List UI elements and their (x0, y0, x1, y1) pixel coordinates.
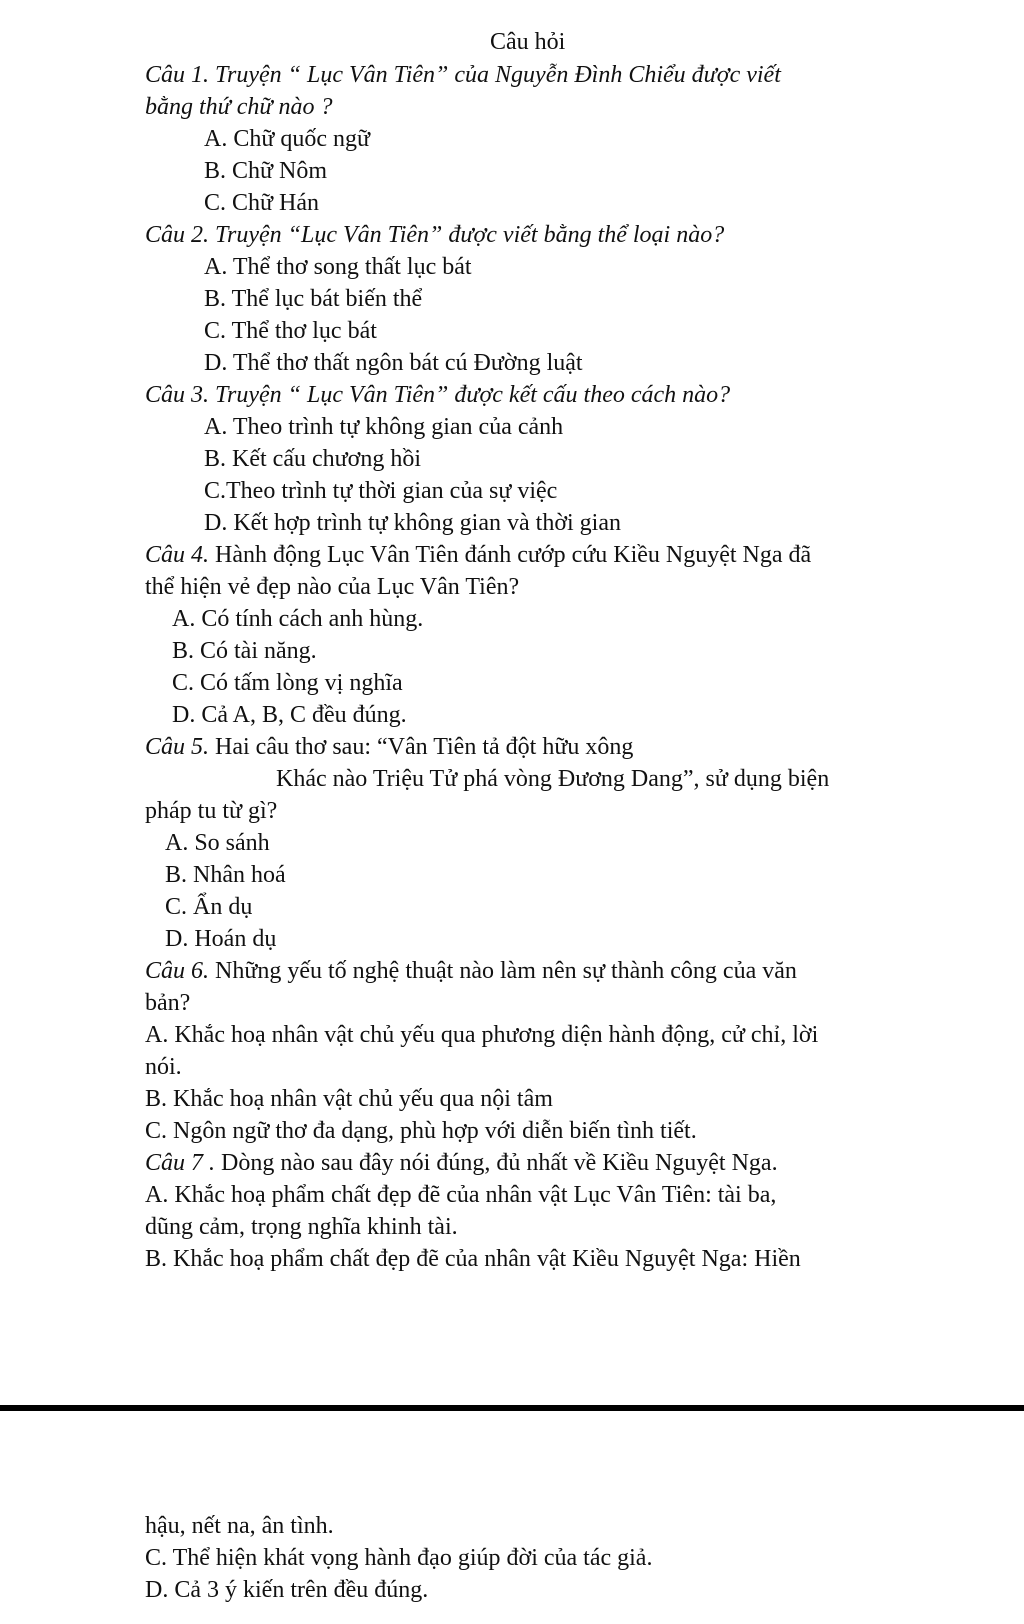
q7-option-b-line-2: hậu, nết na, ân tình. (145, 1513, 334, 1539)
q7-prompt-text: Dòng nào sau đây nói đúng, đủ nhất về Kiều Nguyệt Nga. (221, 1150, 778, 1176)
q5-option-b: B. Nhân hoá (165, 862, 286, 888)
q5-prompt-line-3: pháp tu từ gì? (145, 798, 278, 824)
q5-option-d: D. Hoán dụ (165, 926, 277, 952)
q4-prompt-line-1 (145, 540, 811, 570)
q5-option-c: C. Ẩn dụ (165, 894, 253, 920)
q4-prompt-text: Hành động Lục Vân Tiên đánh cướp cứu Kiều Nguyệt Nga đã (215, 542, 812, 568)
q4-label: Câu 4. (145, 542, 210, 568)
q2-option-a: A. Thể thơ song thất lục bát (204, 254, 472, 280)
q1-option-b: B. Chữ Nôm (204, 158, 328, 184)
q6-prompt-line-2: bản? (145, 990, 191, 1016)
q7-label: Câu 7 . (145, 1150, 216, 1176)
q5-prompt-line-1 (145, 732, 633, 762)
q3-prompt: Câu 3. Truyện “ Lục Vân Tiên” được kết cấu theo cách nào? (145, 382, 731, 408)
q4-option-a: A. Có tính cách anh hùng. (172, 606, 424, 632)
q7-option-d: D. Cả 3 ý kiến trên đều đúng. (145, 1577, 429, 1603)
q6-option-c: C. Ngôn ngữ thơ đa dạng, phù hợp với diễn biến tình tiết. (145, 1118, 697, 1144)
q2-option-c: C. Thể thơ lục bát (204, 318, 377, 344)
q6-prompt-text: Những yếu tố nghệ thuật nào làm nên sự thành công của văn (215, 958, 797, 984)
q7-option-a-line-2: dũng cảm, trọng nghĩa khinh tài. (145, 1214, 458, 1240)
q3-option-d: D. Kết hợp trình tự không gian và thời gian (204, 510, 621, 536)
page-title: Câu hỏi (490, 29, 566, 55)
q2-option-d: D. Thể thơ thất ngôn bát cú Đường luật (204, 350, 583, 376)
q5-prompt-text: Hai câu thơ sau: “Vân Tiên tả đột hữu xông (215, 734, 634, 760)
page-divider (0, 1405, 1024, 1411)
q7-option-c: C. Thể hiện khát vọng hành đạo giúp đời của tác giả. (145, 1545, 653, 1571)
q3-option-c: C.Theo trình tự thời gian của sự việc (204, 478, 558, 504)
q1-prompt-line-2: bằng thứ chữ nào ? (145, 94, 333, 120)
q5-option-a: A. So sánh (165, 830, 270, 856)
q5-label: Câu 5. (145, 734, 210, 760)
q3-option-b: B. Kết cấu chương hồi (204, 446, 421, 472)
q7-option-a-line-1: A. Khắc hoạ phẩm chất đẹp đẽ của nhân vật Lục Vân Tiên: tài ba, (145, 1182, 777, 1208)
q4-option-d: D. Cả A, B, C đều đúng. (172, 702, 407, 728)
q4-option-b: B. Có tài năng. (172, 638, 317, 664)
q3-option-a: A. Theo trình tự không gian của cảnh (204, 414, 564, 440)
q4-prompt-line-2: thể hiện vẻ đẹp nào của Lục Vân Tiên? (145, 574, 520, 600)
q6-option-a-line-2: nói. (145, 1054, 182, 1080)
q1-option-c: C. Chữ Hán (204, 190, 320, 216)
q1-option-a: A. Chữ quốc ngữ (204, 126, 371, 152)
q2-prompt: Câu 2. Truyện “Lục Vân Tiên” được viết bằng thể loại nào? (145, 222, 725, 248)
q6-option-b: B. Khắc hoạ nhân vật chủ yếu qua nội tâm (145, 1086, 553, 1112)
q4-option-c: C. Có tấm lòng vị nghĩa (172, 670, 403, 696)
q6-prompt-line-1 (145, 956, 797, 986)
q7-prompt (145, 1148, 778, 1178)
q2-option-b: B. Thể lục bát biến thể (204, 286, 423, 312)
q6-option-a-line-1: A. Khắc hoạ nhân vật chủ yếu qua phương diện hành động, cử chỉ, lời (145, 1022, 819, 1048)
q5-prompt-line-2: Khác nào Triệu Tử phá vòng Đương Dang”, sử dụng biện (276, 766, 830, 792)
q7-option-b-line-1: B. Khắc hoạ phẩm chất đẹp đẽ của nhân vật Kiều Nguyệt Nga: Hiền (145, 1246, 801, 1272)
q6-label: Câu 6. (145, 958, 210, 984)
q1-prompt-line-1: Câu 1. Truyện “ Lục Vân Tiên” của Nguyễn Đình Chiểu được viết (145, 62, 781, 88)
